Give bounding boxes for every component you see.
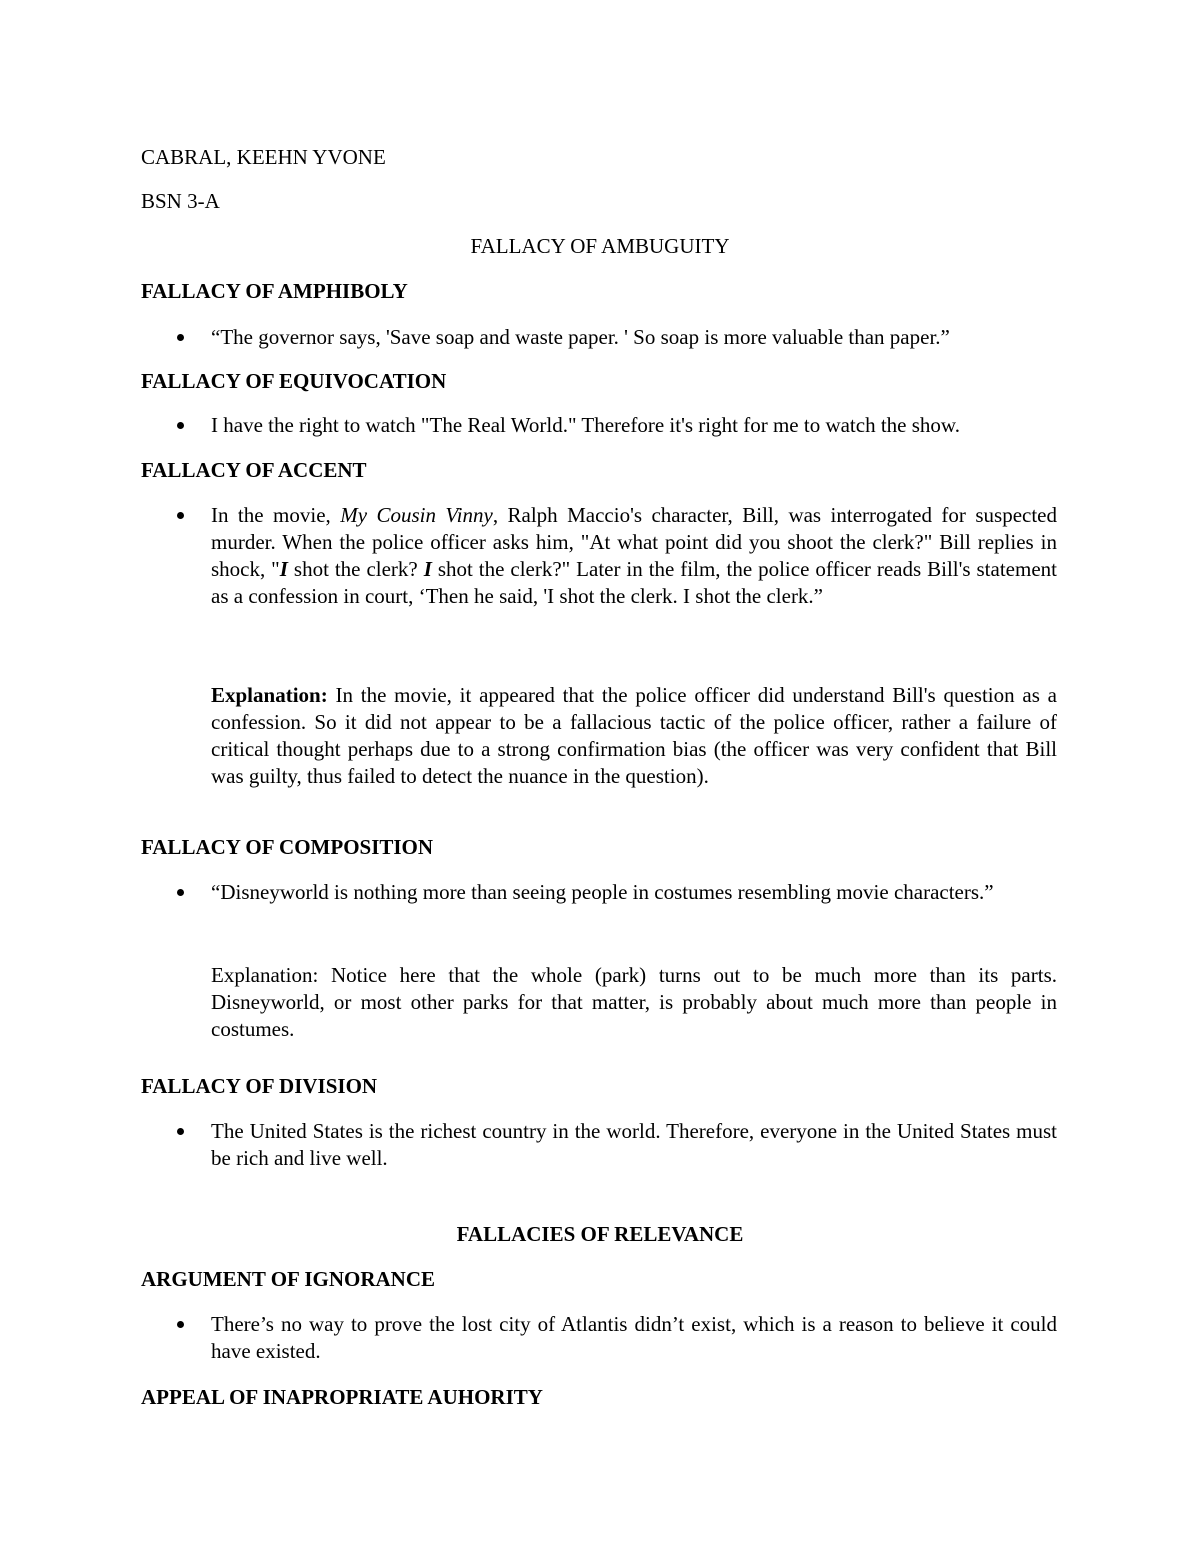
heading-division: FALLACY OF DIVISION (141, 1074, 378, 1098)
heading-equivocation: FALLACY OF EQUIVOCATION (141, 369, 447, 393)
emphasis-i: I (279, 557, 288, 581)
section-title-relevance: FALLACIES OF RELEVANCE (456, 1222, 744, 1246)
bullet-icon (177, 1321, 184, 1328)
student-section: BSN 3-A (141, 189, 220, 213)
bullet-icon (177, 334, 184, 341)
heading-composition: FALLACY OF COMPOSITION (141, 835, 434, 859)
accent-text: , Ralph Maccio's character, Bill, was interrogated for suspected murder. When the police officer asks him, "At what point did you shoot the clerk?" Bill replies in shock, " (211, 503, 1057, 581)
division-example: The United States is the richest country in the world. Therefore, everyone in the United States must be rich and live well. (211, 1119, 1057, 1170)
emphasis-i: I (423, 557, 432, 581)
accent-example (211, 502, 1057, 610)
equivocation-example: I have the right to watch "The Real World." Therefore it's right for me to watch the show. (211, 413, 960, 437)
composition-explanation: Explanation: Notice here that the whole (park) turns out to be much more than its parts. Disneyworld, or most other parks for that matter, is probably about much more than people in costumes. (211, 963, 1057, 1041)
bullet-icon (177, 512, 184, 519)
explanation-text: In the movie, it appeared that the police officer did understand Bill's question as a confession. So it did not appear to be a fallacious tactic of the police officer, rather a failure of critical thought perhaps due to a strong confirmation bias (the officer was very confident that Bill was guilty, thus failed to detect the nuance in the question). (211, 683, 1057, 788)
accent-text: shot the clerk?" Later in the film, the police officer reads Bill's statement as a confession in court, ‘Then he said, 'I shot the clerk. I shot the clerk.” (211, 557, 1057, 608)
explanation-label: Explanation: (211, 683, 328, 707)
student-name: CABRAL, KEEHN YVONE (141, 145, 386, 169)
ignorance-example: There’s no way to prove the lost city of Atlantis didn’t exist, which is a reason to believe it could have existed. (211, 1312, 1057, 1363)
bullet-icon (177, 889, 184, 896)
bullet-icon (177, 1128, 184, 1135)
movie-title: My Cousin Vinny (340, 503, 493, 527)
bullet-icon (177, 422, 184, 429)
accent-explanation (211, 682, 1057, 790)
accent-text: shot the clerk? (287, 557, 424, 581)
heading-amphiboly: FALLACY OF AMPHIBOLY (141, 279, 408, 303)
heading-authority: APPEAL OF INAPROPRIATE AUHORITY (141, 1385, 543, 1409)
accent-text: In the movie, (211, 503, 341, 527)
composition-example: “Disneyworld is nothing more than seeing people in costumes resembling movie characters.” (211, 880, 994, 904)
section-title-ambiguity: FALLACY OF AMBUGUITY (470, 234, 730, 258)
amphiboly-example: “The governor says, 'Save soap and waste paper. ' So soap is more valuable than paper.” (211, 325, 950, 349)
heading-ignorance: ARGUMENT OF IGNORANCE (141, 1267, 436, 1291)
heading-accent: FALLACY OF ACCENT (141, 458, 367, 482)
